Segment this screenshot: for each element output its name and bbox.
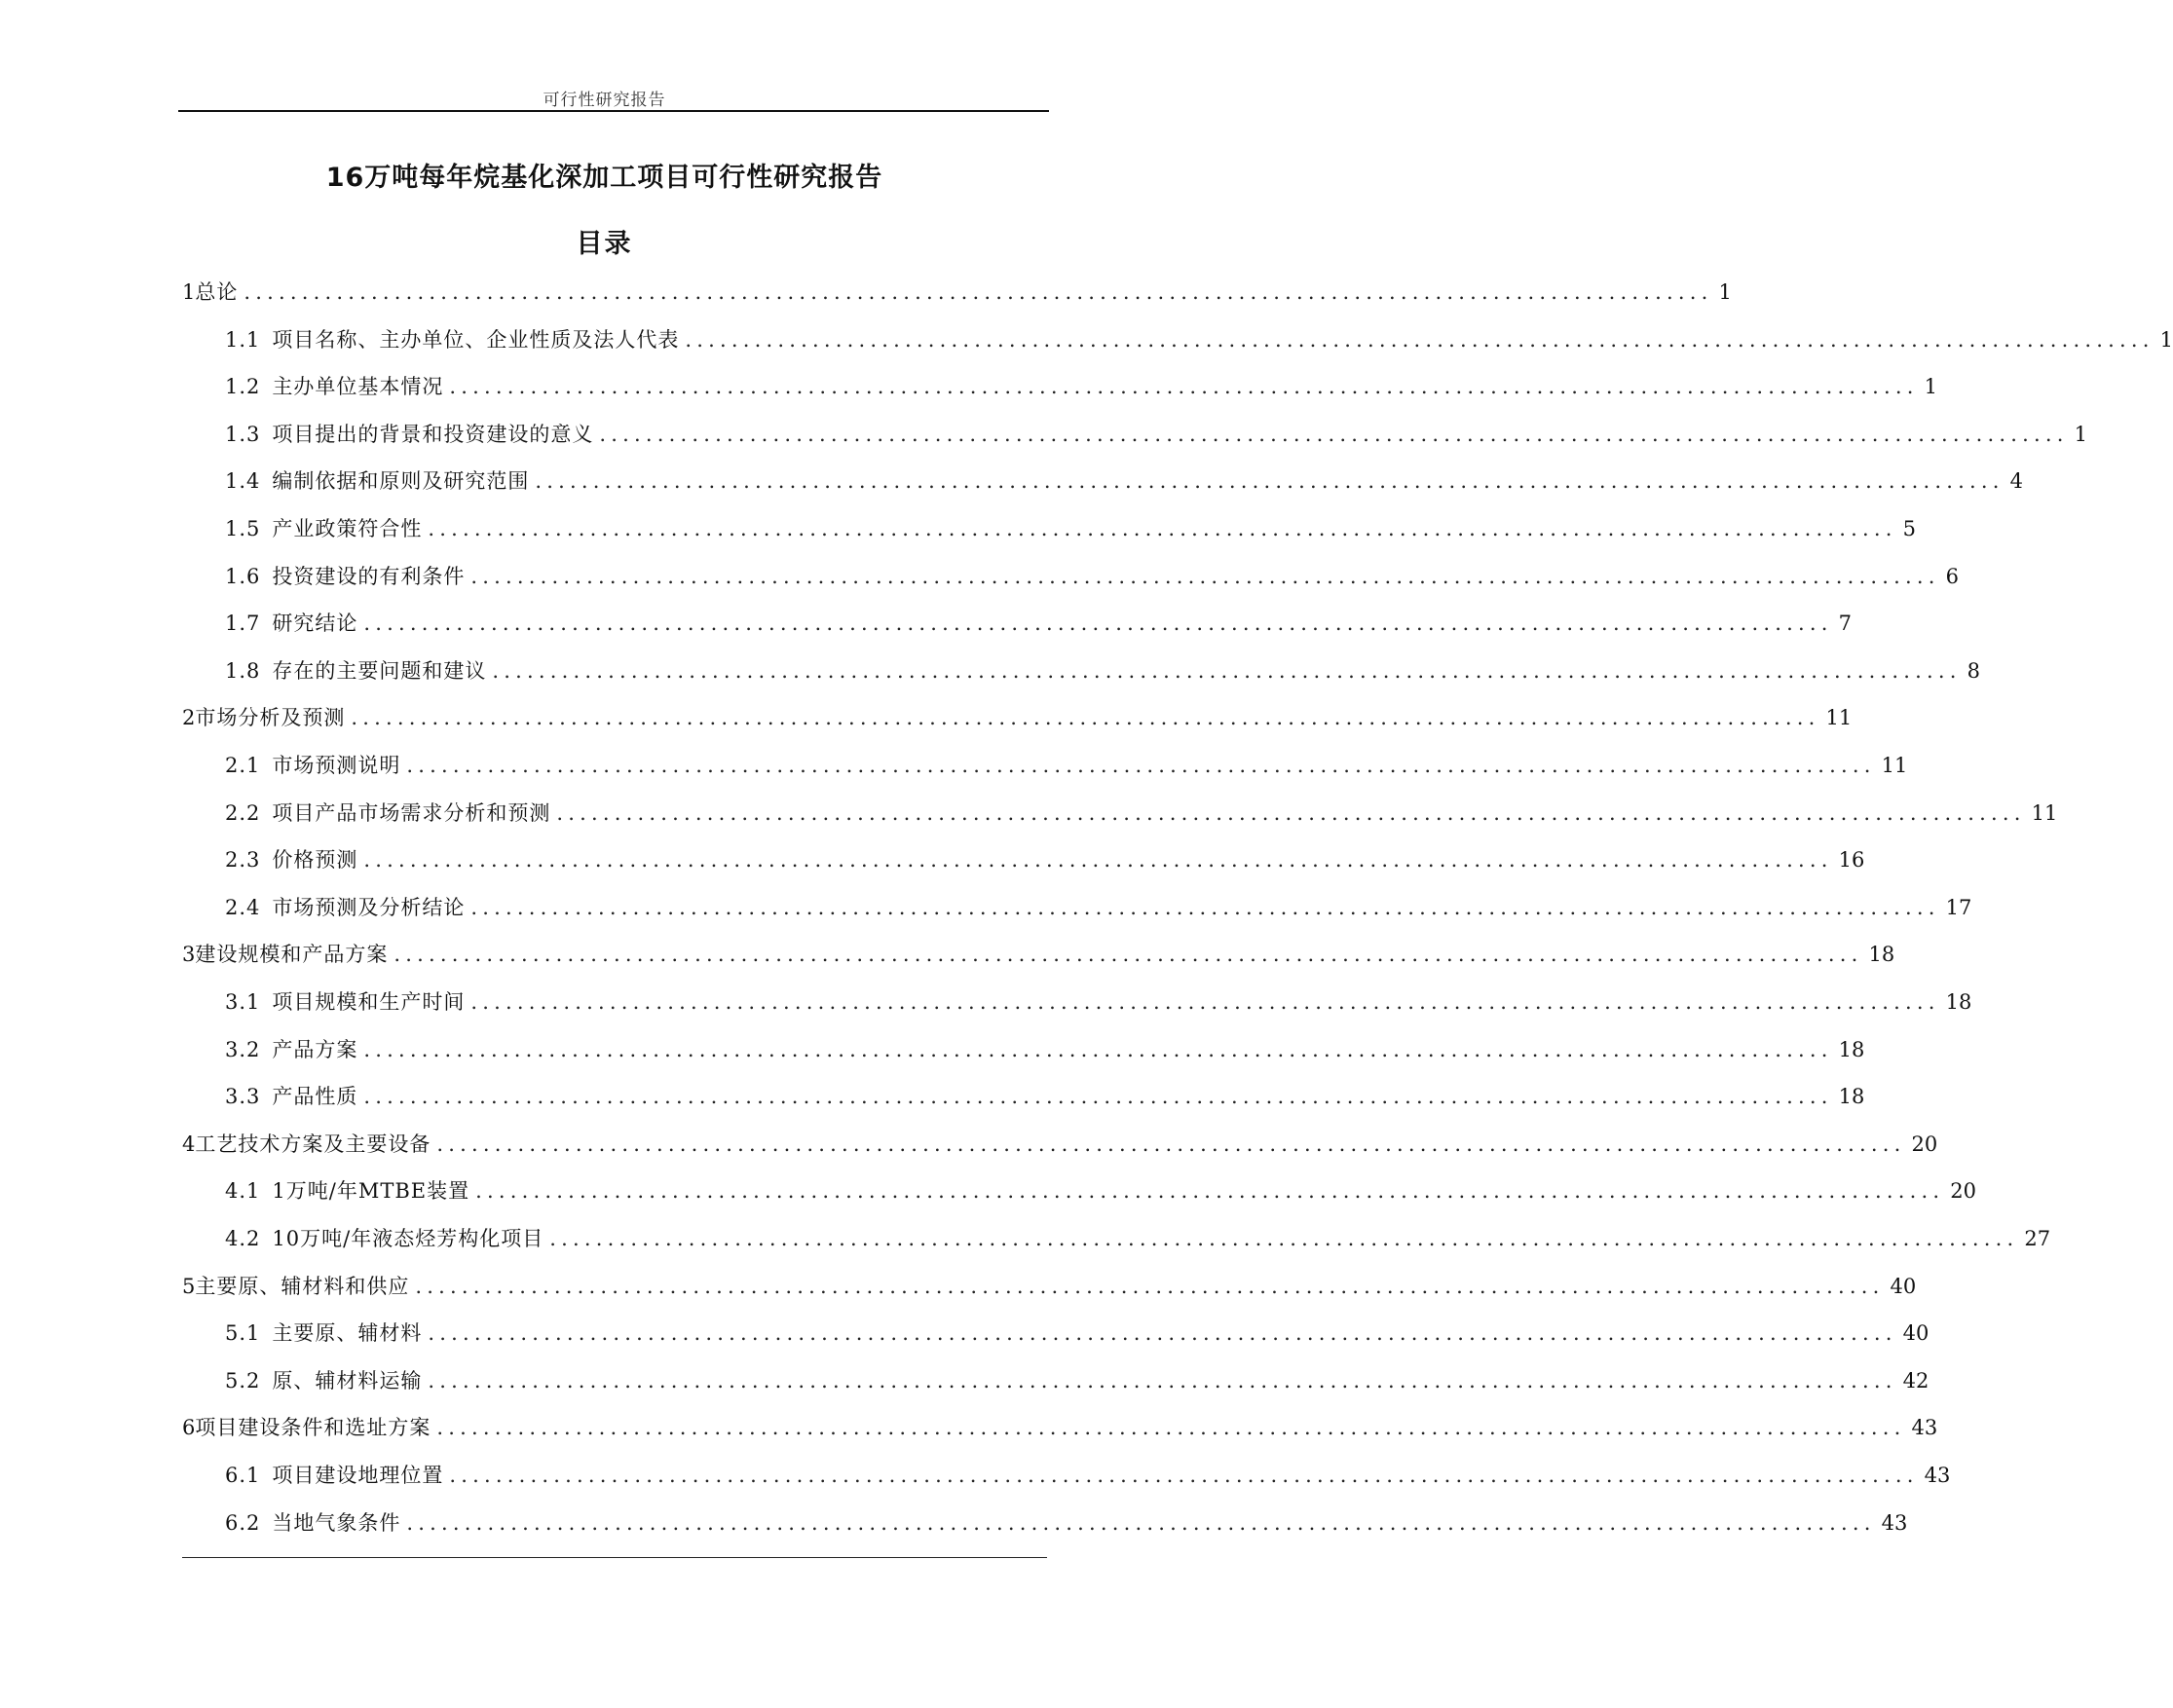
toc-entry-page-number: 4: [2009, 469, 2023, 493]
toc-entry-number: 3.3: [225, 1085, 261, 1108]
toc-dot-leader: ...............................................................................................................................: [475, 1179, 1945, 1203]
header-divider: [178, 110, 1049, 112]
toc-dot-leader: ...............................................................................................................................: [449, 375, 1919, 398]
toc-entry-title: 项目名称、主办单位、企业性质及法人代表: [272, 328, 680, 352]
toc-entry-number: 2.2: [225, 801, 261, 825]
toc-dot-leader: ...............................................................................................................................: [470, 896, 1940, 919]
toc-dot-leader: ...............................................................................................................................: [428, 517, 1897, 540]
toc-dot-leader: ...............................................................................................................................: [685, 328, 2154, 352]
toc-entry[interactable]: [225, 794, 2058, 833]
toc-entry-title: 主要原、辅材料: [272, 1321, 423, 1345]
toc-entry[interactable]: [225, 367, 1937, 406]
toc-entry-page-number: 7: [1838, 612, 1852, 635]
toc-entry-title: 原、辅材料运输: [272, 1369, 423, 1392]
toc-dot-leader: ...............................................................................................................................: [406, 754, 1876, 777]
toc-entry-number: 2.3: [225, 848, 261, 872]
toc-entry[interactable]: [225, 462, 2023, 501]
toc-entry-title: 价格预测: [272, 848, 358, 872]
toc-entry-page-number: 6: [1945, 565, 1959, 588]
toc-entry-page-number: 11: [2031, 801, 2058, 825]
toc-entry-title: 主要原、辅材料和供应: [195, 1275, 410, 1298]
toc-entry-number: 5: [182, 1275, 196, 1298]
toc-entry-number: 2: [182, 706, 196, 729]
toc-entry-number: 3: [182, 943, 196, 966]
toc-entry-number: 1.6: [225, 565, 261, 588]
toc-dot-leader: ...............................................................................................................................: [393, 943, 1863, 966]
toc-entry[interactable]: [225, 1504, 1908, 1542]
toc-entry[interactable]: [225, 1219, 2051, 1258]
toc-entry-title: 项目提出的背景和投资建设的意义: [272, 423, 594, 446]
toc-entry[interactable]: [225, 1171, 1977, 1210]
toc-dot-leader: ...............................................................................................................................: [449, 1464, 1919, 1487]
toc-entry-title: 项目规模和生产时间: [272, 990, 466, 1014]
toc-entry-page-number: 43: [1924, 1464, 1951, 1487]
toc-entry-title: 当地气象条件: [272, 1511, 401, 1535]
toc-entry-title: 研究结论: [272, 612, 358, 635]
toc-entry[interactable]: [225, 415, 2087, 454]
toc-entry-page-number: 43: [1911, 1416, 1938, 1439]
toc-entry-page-number: 1: [1924, 375, 1937, 398]
toc-entry-title: 市场预测说明: [272, 754, 401, 777]
toc-entry-page-number: 5: [1902, 517, 1916, 540]
toc-dot-leader: ...............................................................................................................................: [470, 990, 1940, 1014]
toc-entry[interactable]: [225, 509, 1916, 548]
toc-dot-leader: ...............................................................................................................................: [428, 1369, 1897, 1392]
toc-entry-title: 编制依据和原则及研究范围: [272, 469, 530, 493]
toc-entry-page-number: 11: [1825, 706, 1853, 729]
toc-entry-page-number: 43: [1881, 1511, 1908, 1535]
toc-entry-number: 1.2: [225, 375, 261, 398]
toc-entry[interactable]: [225, 1456, 1951, 1495]
toc-entry-page-number: 18: [1868, 943, 1895, 966]
toc-entry[interactable]: [225, 983, 1972, 1021]
toc-entry[interactable]: [225, 1314, 1929, 1353]
toc-entry-number: 5.1: [225, 1321, 261, 1345]
toc-dot-leader: ...............................................................................................................................: [363, 612, 1833, 635]
toc-entry-page-number: 1: [2074, 423, 2087, 446]
toc-entry-number: 5.2: [225, 1369, 261, 1392]
toc-entry[interactable]: [225, 840, 1865, 879]
toc-entry-title: 10万吨/年液态烃芳构化项目: [272, 1227, 544, 1250]
toc-entry-number: 1.8: [225, 659, 261, 683]
toc-entry-number: 2.1: [225, 754, 261, 777]
toc-entry-title: 工艺技术方案及主要设备: [195, 1132, 431, 1156]
toc-dot-leader: ...............................................................................................................................: [363, 848, 1833, 872]
toc-dot-leader: ...............................................................................................................................: [436, 1132, 1906, 1156]
toc-entry-page-number: 11: [1881, 754, 1908, 777]
toc-entry-page-number: 8: [1967, 659, 1980, 683]
toc-dot-leader: ...............................................................................................................................: [599, 423, 2069, 446]
toc-entry-page-number: 1: [2159, 328, 2173, 352]
toc-entry-number: 1.5: [225, 517, 261, 540]
toc-dot-leader: ...............................................................................................................................: [436, 1416, 1906, 1439]
toc-entry-number: 1.4: [225, 469, 261, 493]
toc-entry[interactable]: [225, 746, 1908, 785]
toc-entry[interactable]: [225, 651, 1980, 690]
toc-entry[interactable]: [182, 1408, 1938, 1447]
toc-entry-page-number: 17: [1945, 896, 1972, 919]
toc-entry-title: 市场预测及分析结论: [272, 896, 466, 919]
toc-entry-title: 1万吨/年MTBE装置: [272, 1179, 470, 1203]
toc-entry-page-number: 40: [1902, 1321, 1929, 1345]
toc-entry[interactable]: [182, 698, 1853, 737]
toc-entry-number: 4.2: [225, 1227, 261, 1250]
toc-dot-leader: ...............................................................................................................................: [492, 659, 1962, 683]
toc-entry-title: 存在的主要问题和建议: [272, 659, 487, 683]
toc-entry[interactable]: [182, 935, 1895, 974]
toc-dot-leader: ...............................................................................................................................: [428, 1321, 1897, 1345]
toc-dot-leader: ...............................................................................................................................: [535, 469, 2004, 493]
toc-entry-number: 6.2: [225, 1511, 261, 1535]
toc-entry[interactable]: [182, 1267, 1917, 1306]
toc-dot-leader: ...............................................................................................................................: [415, 1275, 1885, 1298]
toc-entry[interactable]: [182, 273, 1732, 312]
toc-entry-title: 产品方案: [272, 1038, 358, 1061]
toc-dot-leader: ...............................................................................................................................: [363, 1085, 1833, 1108]
toc-entry-page-number: 18: [1945, 990, 1972, 1014]
toc-entry-title: 项目产品市场需求分析和预测: [272, 801, 551, 825]
toc-entry-title: 投资建设的有利条件: [272, 565, 466, 588]
running-header: 可行性研究报告: [543, 91, 666, 110]
toc-entry-number: 1.3: [225, 423, 261, 446]
toc-dot-leader: ...............................................................................................................................: [406, 1511, 1876, 1535]
toc-entry-title: 市场分析及预测: [195, 706, 346, 729]
toc-entry-page-number: 18: [1838, 1038, 1865, 1061]
toc-entry-number: 4.1: [225, 1179, 261, 1203]
toc-entry-number: 1: [182, 280, 196, 304]
toc-entry-number: 1.7: [225, 612, 261, 635]
toc-entry-page-number: 40: [1890, 1275, 1917, 1298]
toc-entry[interactable]: [225, 320, 2173, 359]
toc-entry[interactable]: [225, 557, 1959, 596]
toc-entry[interactable]: [225, 1077, 1865, 1116]
toc-dot-leader: ...............................................................................................................................: [351, 706, 1820, 729]
toc-entry-number: 2.4: [225, 896, 261, 919]
toc-dot-leader: ...............................................................................................................................: [244, 280, 1713, 304]
toc-dot-leader: ...............................................................................................................................: [549, 1227, 2019, 1250]
toc-entry-number: 6.1: [225, 1464, 261, 1487]
toc-entry[interactable]: [225, 888, 1972, 927]
toc-entry-title: 项目建设条件和选址方案: [195, 1416, 431, 1439]
toc-dot-leader: ...............................................................................................................................: [363, 1038, 1833, 1061]
toc-entry-page-number: 16: [1838, 848, 1865, 872]
toc-entry-number: 6: [182, 1416, 196, 1439]
toc-entry-page-number: 42: [1902, 1369, 1929, 1392]
document-title: 16万吨每年烷基化深加工项目可行性研究报告: [325, 163, 883, 193]
toc-entry-title: 产品性质: [272, 1085, 358, 1108]
toc-entry-title: 总论: [195, 280, 239, 304]
toc-heading: 目录: [576, 229, 633, 259]
toc-entry-title: 产业政策符合性: [272, 517, 423, 540]
toc-entry-page-number: 20: [1911, 1132, 1938, 1156]
toc-entry-title: 建设规模和产品方案: [195, 943, 389, 966]
toc-dot-leader: ...............................................................................................................................: [470, 565, 1940, 588]
toc-entry-number: 3.2: [225, 1038, 261, 1061]
toc-entry-number: 1.1: [225, 328, 261, 352]
toc-dot-leader: ...............................................................................................................................: [556, 801, 2026, 825]
toc-entry-page-number: 20: [1950, 1179, 1977, 1203]
toc-entry-page-number: 18: [1838, 1085, 1865, 1108]
toc-entry[interactable]: [225, 604, 1852, 643]
toc-entry[interactable]: [225, 1030, 1865, 1069]
toc-entry-page-number: 1: [1718, 280, 1732, 304]
toc-entry-number: 4: [182, 1132, 196, 1156]
toc-entry-title: 主办单位基本情况: [272, 375, 444, 398]
toc-entry[interactable]: [225, 1361, 1929, 1400]
toc-entry[interactable]: [182, 1125, 1938, 1164]
toc-entry-page-number: 27: [2024, 1227, 2051, 1250]
toc-entry-number: 3.1: [225, 990, 261, 1014]
footer-divider: [182, 1557, 1047, 1558]
toc-entry-title: 项目建设地理位置: [272, 1464, 444, 1487]
